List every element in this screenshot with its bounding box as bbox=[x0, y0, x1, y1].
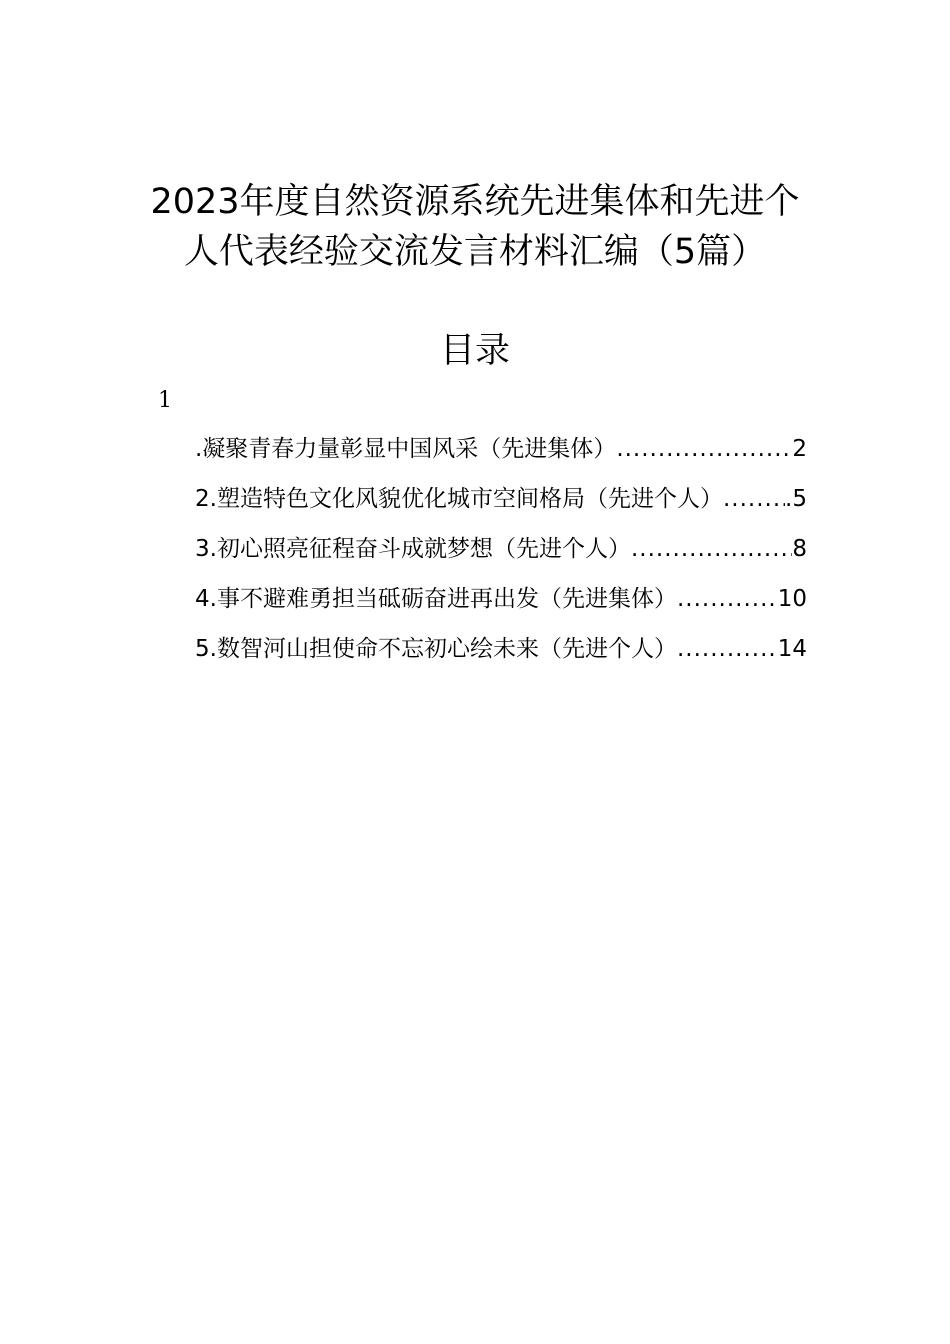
toc-dot-leader bbox=[631, 528, 792, 570]
toc-dot-leader bbox=[677, 578, 778, 620]
toc-entry-text: 3.初心照亮征程奋斗成就梦想（先进个人） bbox=[195, 536, 631, 562]
toc-entry-2[interactable] bbox=[195, 478, 807, 528]
toc-entry-3[interactable] bbox=[195, 528, 807, 578]
toc-entry-5[interactable] bbox=[195, 628, 807, 678]
toc-dot-leader bbox=[723, 478, 785, 520]
document-title-line-2: 人代表经验交流发言材料汇编（5篇） bbox=[183, 232, 767, 272]
toc-dot-leader bbox=[677, 628, 778, 670]
toc-entry-text: .凝聚青春力量彰显中国风采（先进集体） bbox=[195, 436, 617, 462]
toc-dot-leader bbox=[616, 428, 792, 470]
toc-page-number: .5 bbox=[785, 486, 807, 512]
toc-page-number: 10 bbox=[777, 586, 807, 612]
toc-heading: 目录 bbox=[439, 331, 510, 371]
table-of-contents bbox=[195, 428, 807, 678]
stray-number: 1 bbox=[158, 388, 172, 413]
toc-entry-text: 4.事不避难勇担当砥砺奋进再出发（先进集体） bbox=[195, 586, 677, 612]
toc-entry-1[interactable] bbox=[195, 428, 807, 478]
toc-page-number: 2 bbox=[792, 436, 807, 462]
toc-page-number: 14 bbox=[777, 636, 807, 662]
toc-page-number: 8 bbox=[792, 536, 807, 562]
toc-entry-text: 5.数智河山担使命不忘初心绘未来（先进个人） bbox=[195, 636, 677, 662]
document-title-line-1: 2023年度自然资源系统先进集体和先进个 bbox=[150, 182, 800, 222]
toc-entry-4[interactable] bbox=[195, 578, 807, 628]
toc-entry-text: 2.塑造特色文化风貌优化城市空间格局（先进个人） bbox=[195, 486, 723, 512]
